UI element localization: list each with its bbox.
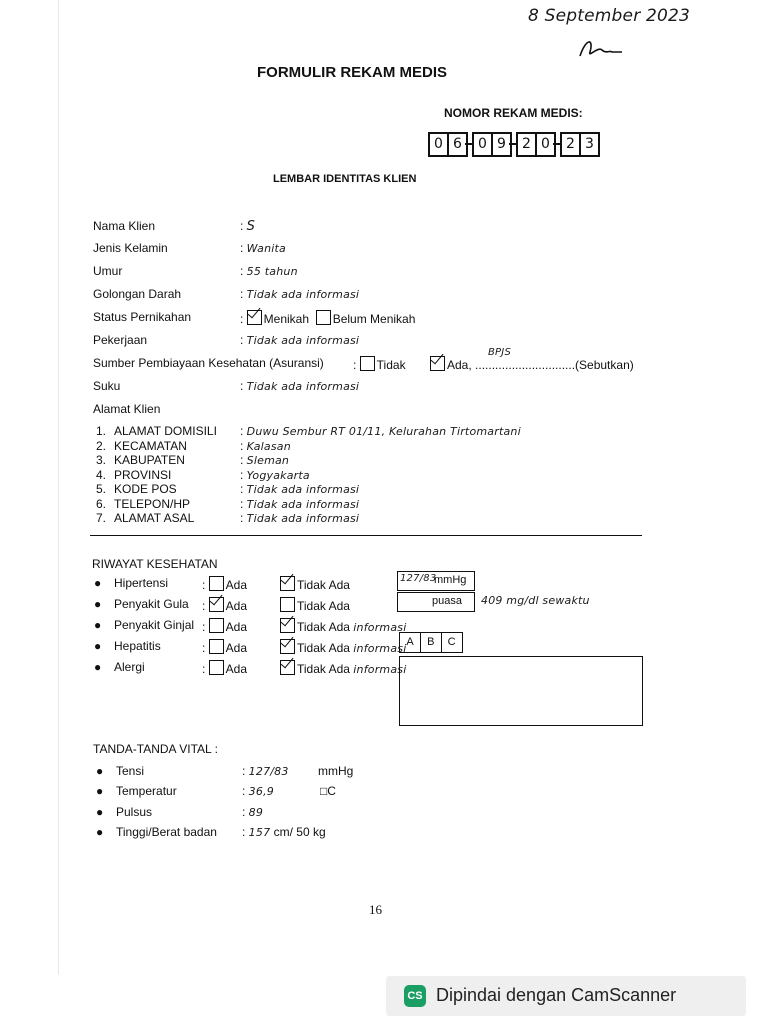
- status-menikah-label: Menikah: [263, 312, 310, 326]
- tb-value: 157: [248, 826, 271, 839]
- record-digit: 2: [516, 132, 537, 157]
- tensi-label: Tensi: [116, 764, 145, 778]
- hepatitis-type-boxes: [399, 632, 461, 653]
- kerja-label: Pekerjaan: [93, 333, 148, 347]
- pulsus-value: 89: [248, 806, 264, 819]
- goldar-value: Tidak ada informasi: [246, 288, 360, 301]
- status-belum-checkbox[interactable]: [316, 310, 331, 325]
- tb-label: Tinggi/Berat badan: [116, 825, 217, 839]
- sumber-hand: BPJS: [488, 347, 511, 358]
- temp-value: 36,9: [248, 785, 274, 798]
- alergi-tidak-checkbox[interactable]: [280, 660, 295, 675]
- vital-title: TANDA-TANDA VITAL :: [93, 742, 218, 756]
- hepatitis-tidak-checkbox[interactable]: [280, 639, 295, 654]
- suku-label: Suku: [93, 379, 121, 393]
- handwritten-date: 8 September 2023: [528, 6, 691, 26]
- record-digit: 9: [491, 132, 512, 157]
- section-divider: [90, 535, 642, 536]
- goldar-label: Golongan Darah: [93, 287, 182, 301]
- temp-label: Temperatur: [116, 784, 177, 798]
- record-digit: 0: [535, 132, 556, 157]
- bp-box[interactable]: [397, 571, 475, 591]
- camscanner-text: Dipindai dengan CamScanner: [436, 985, 677, 1005]
- bullet: ●: [96, 825, 104, 839]
- jk-value: Wanita: [246, 242, 286, 255]
- allergy-notes-box[interactable]: [399, 656, 643, 726]
- puasa-label: puasa: [432, 595, 462, 607]
- tensi-unit: mmHg: [318, 764, 354, 778]
- nama-value: S: [246, 219, 256, 234]
- bullet: ●: [96, 764, 104, 778]
- glucose-note: 409 mg/dl sewaktu: [481, 594, 590, 607]
- record-digit: 0: [428, 132, 449, 157]
- record-number-label: NOMOR REKAM MEDIS:: [444, 106, 583, 120]
- nama-label: Nama Klien: [93, 219, 156, 233]
- pulsus-label: Pulsus: [116, 805, 153, 819]
- camscanner-logo-icon: CS: [404, 985, 426, 1007]
- status-label: Status Pernikahan: [93, 310, 192, 324]
- status-menikah-checkbox[interactable]: [247, 310, 262, 325]
- sumber-tidak-checkbox[interactable]: [360, 356, 375, 371]
- record-number-boxes: [428, 132, 598, 157]
- umur-value: 55 tahun: [246, 265, 298, 278]
- bullet: ●: [96, 805, 104, 819]
- record-digit: 3: [579, 132, 600, 157]
- form-title: FORMULIR REKAM MEDIS: [257, 64, 447, 81]
- record-digit: 0: [472, 132, 493, 157]
- hep-c-box[interactable]: C: [441, 632, 463, 653]
- sumber-tidak-label: Tidak: [376, 358, 406, 372]
- record-digit: 6: [447, 132, 468, 157]
- record-digit: 2: [560, 132, 581, 157]
- hepatitis-ada-checkbox[interactable]: [209, 639, 224, 654]
- temp-unit: □C: [320, 784, 336, 798]
- umur-label: Umur: [93, 264, 123, 278]
- tensi-value: 127/83: [248, 765, 289, 778]
- sumber-label: Sumber Pembiayaan Kesehatan (Asuransi): [93, 356, 324, 370]
- ginjal-ada-checkbox[interactable]: [209, 618, 224, 633]
- gula-tidak-checkbox[interactable]: [280, 597, 295, 612]
- bp-hand-value: 127/83: [400, 573, 437, 584]
- jk-label: Jenis Kelamin: [93, 241, 168, 255]
- kerja-value: Tidak ada informasi: [246, 334, 360, 347]
- status-belum-label: Belum Menikah: [332, 312, 416, 326]
- ginjal-tidak-checkbox[interactable]: [280, 618, 295, 633]
- suku-value: Tidak ada informasi: [246, 380, 360, 393]
- history-title: RIWAYAT KESEHATAN: [92, 557, 218, 571]
- hep-b-box[interactable]: B: [420, 632, 442, 653]
- section-identity-title: LEMBAR IDENTITAS KLIEN: [273, 173, 417, 185]
- sumber-ada-checkbox[interactable]: [430, 356, 445, 371]
- hep-a-box[interactable]: A: [399, 632, 421, 653]
- puasa-box[interactable]: [397, 592, 475, 612]
- camscanner-banner: [386, 976, 746, 1016]
- hipertensi-tidak-checkbox[interactable]: [280, 576, 295, 591]
- alamat-label: Alamat Klien: [93, 402, 161, 416]
- gula-ada-checkbox[interactable]: [209, 597, 224, 612]
- hipertensi-ada-checkbox[interactable]: [209, 576, 224, 591]
- tb-unit: cm/ 50 kg: [273, 825, 326, 839]
- alergi-ada-checkbox[interactable]: [209, 660, 224, 675]
- bullet: ●: [96, 784, 104, 798]
- signature-icon: [576, 36, 626, 62]
- sumber-ada-label: Ada, ..............................(Sebutkan): [447, 358, 634, 372]
- bp-unit: mmHg: [434, 574, 467, 586]
- page-number: 16: [369, 902, 382, 917]
